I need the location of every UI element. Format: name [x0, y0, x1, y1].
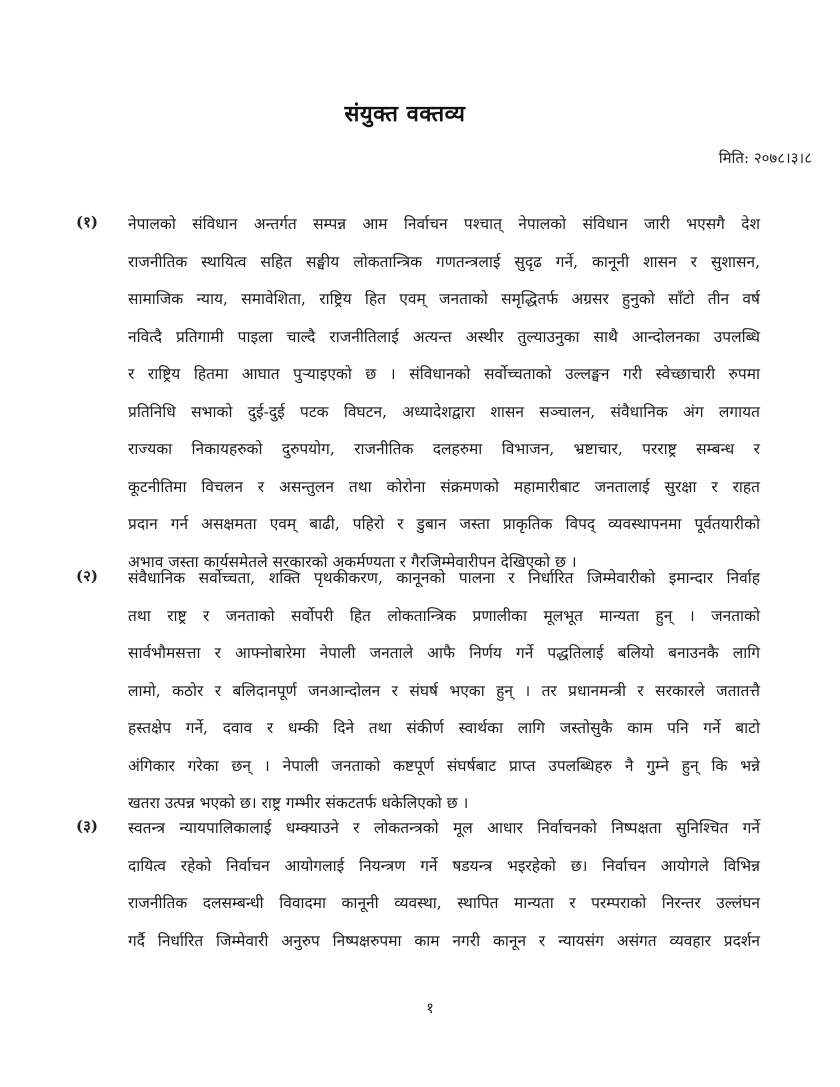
text-line: स्वतन्त्र न्यायपालिकालाई धम्क्याउने र लोकतन्त्रको मूल आधार निर्वाचनको निष्पक्षता सुनिश्चित गर्ने: [128, 819, 760, 837]
text-line: राजनीतिक दलसम्बन्धी विवादमा कानूनी व्यवस्था, स्थापित मान्यता र परम्पराको निरन्तर उल्लंघन: [128, 894, 760, 912]
text-line: अंगिकार गरेका छन् । नेपाली जनताको कष्टपूर्ण संघर्षबाट प्राप्त उपलब्धिहरु नै गुम्ने हुन् कि भन्ने: [128, 756, 760, 775]
text-line: प्रतिनिधि सभाको दुई-दुई पटक विघटन, अध्यादेशद्वारा शासन सञ्चालन, संवैधानिक अंग लगायत: [128, 402, 760, 421]
text-line: कूटनीतिमा विचलन र असन्तुलन तथा कोरोना संक्रमणको महामारीबाट जनतालाई सुरक्षा र राहत: [128, 477, 760, 496]
text-line: र राष्ट्रिय हितमा आघात पुऱ्याइएको छ । संविधानको सर्वोच्चताको उल्लङ्घन गरी स्वेच्छाचारी रुपमा: [128, 365, 760, 383]
date-label: मिति:: [718, 149, 750, 167]
paragraph-body: [128, 816, 760, 966]
text-line: नेपालको संविधान अन्तर्गत सम्पन्न आम निर्वाचन पश्चात् नेपालको संविधान जारी भएसगै देश: [128, 215, 760, 233]
paragraph-body: [128, 566, 760, 829]
text-line: तथा राष्ट्र र जनताको सर्वोपरी हित लोकतान्त्रिक प्रणालीका मूलभूत मान्यता हुन् । जनताको: [128, 606, 760, 625]
text-line: सामाजिक न्याय, समावेशिता, राष्ट्रिय हित एवम् जनताको समृद्धितर्फ अग्रसर हुनुको साँटो तीन वर्ष: [128, 290, 760, 308]
text-line: खतरा उत्पन्न भएको छ। राष्ट्र गम्भीर संकटतर्फ धकेलिएको छ ।: [128, 794, 469, 812]
text-line: अभाव जस्ता कार्यसमेतले सरकारको अकर्मण्यता र गैरजिम्मेवारीपन देखिएको छ ।: [128, 552, 577, 571]
text-line: लामो, कठोर र बलिदानपूर्ण जनआन्दोलन र संघर्ष भएका हुन् । तर प्रधानमन्त्री र सरकारले जतातत्तै: [128, 681, 760, 700]
text-line: राज्यका निकायहरुको दुरुपयोग, राजनीतिक दलहरुमा विभाजन, भ्रष्टाचार, परराष्ट्र सम्बन्ध र: [128, 440, 760, 458]
text-line: राजनीतिक स्थायित्व सहित सङ्घीय लोकतान्त्रिक गणतन्त्रलाई सुदृढ गर्ने, कानूनी शासन र सुशासन,: [128, 252, 760, 271]
text-line: संवैधानिक सर्वोच्चता, शक्ति पृथकीकरण, कानूनको पालना र निर्धारित जिम्मेवारीको इमान्दार निर्वाह: [128, 569, 760, 587]
paragraph-number: (१): [76, 213, 98, 231]
text-line: हस्तक्षेप गर्ने, दवाव र धम्की दिने तथा संकीर्ण स्वार्थका लागि जस्तोसुकै काम पनि गर्ने बाटो: [128, 719, 760, 737]
text-line: सार्वभौमसत्ता र आफ्नोबारेमा नेपाली जनताले आफै निर्णय गर्ने पद्धतिलाई बलियो बनाउनकै लागि: [128, 644, 760, 662]
text-line: दायित्व रहेको निर्वाचन आयोगलाई नियन्त्रण गर्ने षडयन्त्र भइरहेको छ। निर्वाचन आयोगले विभिन्न: [128, 856, 760, 875]
paragraph-number: (३): [76, 817, 98, 835]
paragraph-body: [128, 212, 760, 587]
text-line: गर्दै निर्धारित जिम्मेवारी अनुरुप निष्पक्षरुपमा काम नगरी कानून र न्यायसंग असंगत व्यवहार प्रदर्शन: [128, 931, 760, 950]
paragraph-number: (२): [76, 567, 98, 585]
document-title: संयुक्त वक्तव्य: [344, 101, 466, 127]
text-line: नवित्दै प्रतिगामी पाइला चाल्दै राजनीतिलाई अत्यन्त अस्थीर तुल्याउनुका साथै आन्दोलनका उपलब्धि: [128, 327, 760, 346]
document-date: [719, 148, 812, 168]
date-value: २०७८।३।८: [753, 149, 812, 167]
text-line: प्रदान गर्न असक्षमता एवम् बाढी, पहिरो र डुबान जस्ता प्राकृतिक विपद् व्यवस्थापनमा पूर्वतयारीको: [128, 515, 760, 533]
page-number: १: [426, 999, 434, 1017]
